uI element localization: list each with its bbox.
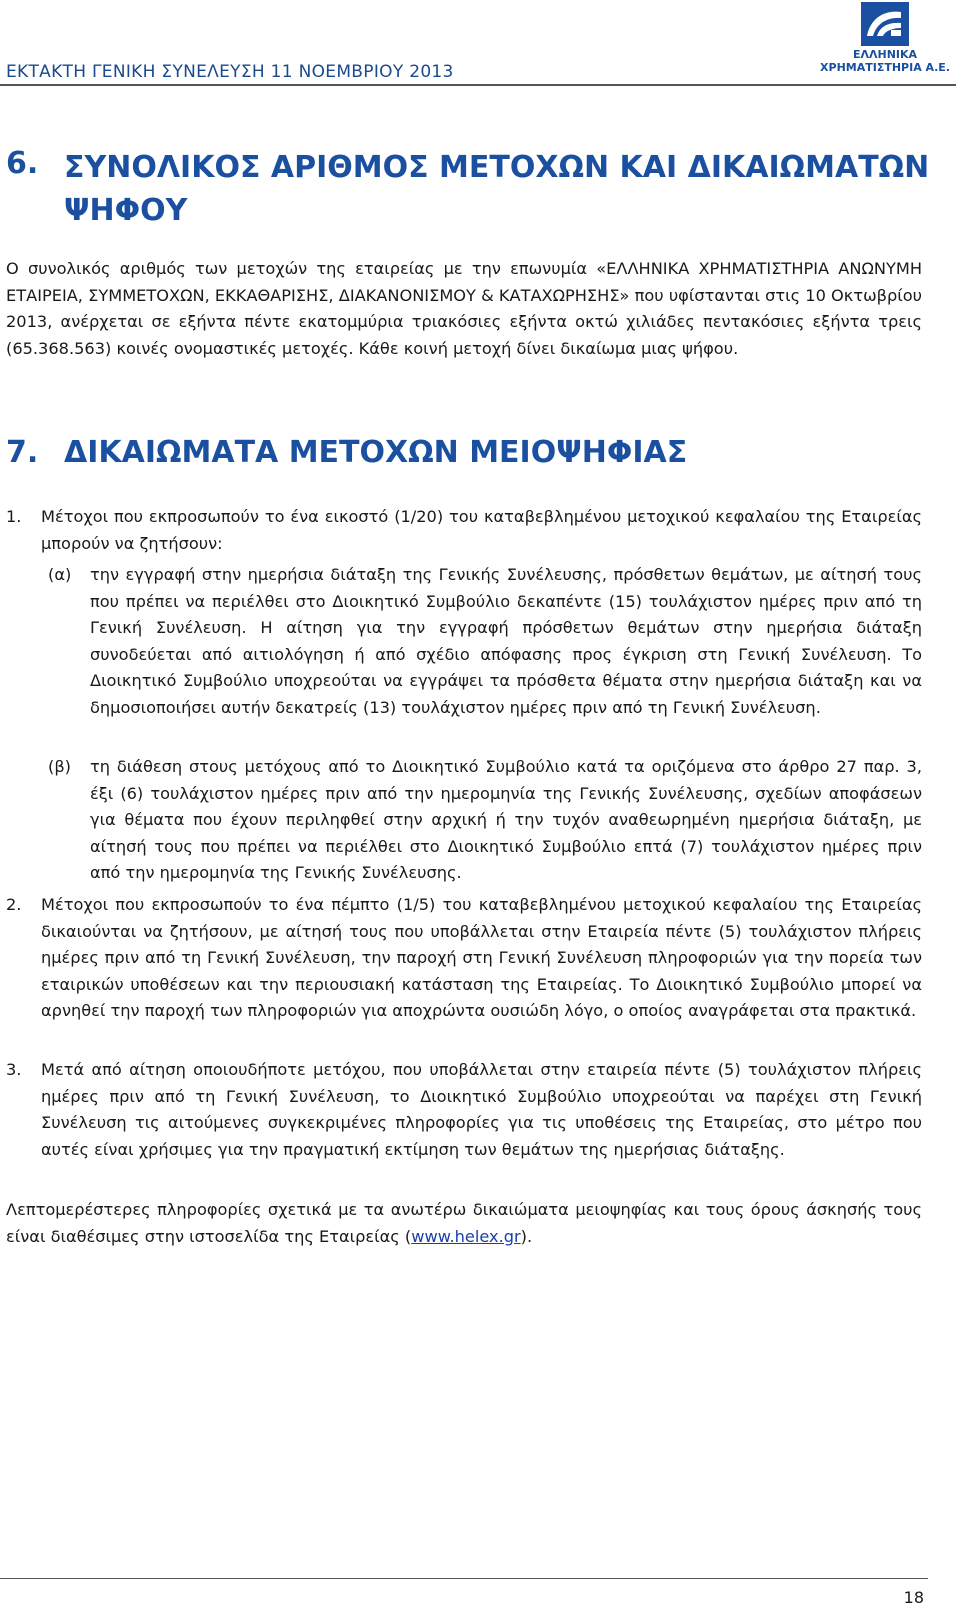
list-item <box>6 504 922 557</box>
logo-text-line2: ΧΡΗΜΑΤΙΣΤΗΡΙΑ Α.Ε. <box>820 61 950 74</box>
list-item-text: Μέτοχοι που εκπροσωπούν το ένα πέμπτο (1/5) του καταβεβλημένου μετοχικού κεφαλαίου της Εταιρείας δικαιούνται να ζητήσουν, με αίτησή τους που υποβάλλεται στην Εταιρεία πέντε (5) τουλάχιστον πλήρεις ημέρες πριν από τη Γενική Συνέλευση, την παροχή στη Γενική Συνέλευση πληροφοριών για την πορεία των εταιρικών υποθέσεων και την περιουσιακή κατάσταση της Εταιρείας. Το Διοικητικό Συμβούλιο μπορεί να αρνηθεί την παροχή των πληροφοριών για αποχρώντα ουσιώδη λόγο, ο οποίος αναγράφεται στα πρακτικά. <box>41 895 922 1020</box>
section-6-number: 6. <box>6 146 39 181</box>
closing-text: Λεπτομερέστερες πληροφορίες σχετικά με τα ανωτέρω δικαιώματα μειοψηφίας και τους όρους άσκησής τους είναι διαθέσιμες στην ιστοσελίδα της Εταιρείας ( <box>6 1200 922 1246</box>
list-item-text: Μετά από αίτηση οποιουδήποτε μετόχου, που υποβάλλεται στην εταιρεία πέντε (5) τουλάχιστον πλήρεις ημέρες πριν από τη Γενική Συνέλευση, το Διοικητικό Συμβούλιο υποχρεούται να παρέχει στη Γενική Συνέλευση τις αιτούμενες συγκεκριμένες πληροφορίες για τις υποθέσεις της Εταιρείας, στο μέτρο που αυτές είναι χρήσιμες για την πραγματική εκτίμηση των θεμάτων της ημερήσιας διάταξης. <box>41 1060 922 1159</box>
sub-item-label: (β) <box>48 757 71 776</box>
page-number: 18 <box>903 1588 924 1607</box>
section-7-title: ΔΙΚΑΙΩΜΑΤΑ ΜΕΤΟΧΩΝ ΜΕΙΟΨΗΦΙΑΣ <box>64 435 688 470</box>
list-item-number: 2. <box>6 895 22 914</box>
sub-item-text: τη διάθεση στους μετόχους από το Διοικητικό Συμβούλιο κατά τα οριζόμενα στο άρθρο 27 παρ. 3, έξι (6) τουλάχιστον ημέρες πριν από την ημερομηνία της Γενικής Συνέλευσης, σχεδίων αποφάσεων για θέματα που έχουν περιληφθεί στην αρχική ή την τυχόν αναθεωρημένη ημερήσια διάταξη, με αίτησή τους που πρέπει να περιέλθει στο Διοικητικό Συμβούλιο επτά (7) τουλάχιστον ημέρες πριν από την ημερομηνία της Γενικής Συνέλευσης. <box>90 757 922 882</box>
list-item <box>6 892 922 1025</box>
closing-paragraph <box>6 1197 922 1250</box>
document-header-title: ΕΚΤΑΚΤΗ ΓΕΝΙΚΗ ΣΥΝΕΛΕΥΣΗ 11 ΝΟΕΜΒΡΙΟΥ 2013 <box>6 62 454 82</box>
sub-item-b <box>48 754 922 887</box>
helex-website-link[interactable]: www.helex.gr <box>411 1226 521 1246</box>
logo-text-line1: ΕΛΛΗΝΙΚΑ <box>852 48 918 61</box>
closing-end: ). <box>520 1226 533 1246</box>
section-7-number: 7. <box>6 435 39 470</box>
company-logo <box>815 2 955 82</box>
section-7-heading <box>6 435 687 470</box>
list-item-number: 1. <box>6 507 22 526</box>
sub-item-text: την εγγραφή στην ημερήσια διάταξη της Γενικής Συνέλευσης, πρόσθετων θεμάτων, με αίτησή τους που πρέπει να περιέλθει στο Διοικητικό Συμβούλιο δεκαπέντε (15) τουλάχιστον ημέρες πριν από τη Γενική Συνέλευση. Η αίτηση για την εγγραφή πρόσθετων θεμάτων στην ημερήσια διάταξη συνοδεύεται από αιτιολόγηση ή από σχέδιο απόφασης προς έγκριση στη Γενική Συνέλευση. Το Διοικητικό Συμβούλιο υποχρεούται να εγγράψει τα πρόσθετα θέματα στην ημερήσια διάταξη και να δημοσιοποιήσει αυτήν δεκατρείς (13) τουλάχιστον ημέρες πριν από τη Γενική Συνέλευση. <box>90 565 922 717</box>
section-6-title: ΣΥΝΟΛΙΚΟΣ ΑΡΙΘΜΟΣ ΜΕΤΟΧΩΝ ΚΑΙ ΔΙΚΑΙΩΜΑΤΩΝ ΨΗΦΟΥ <box>64 150 930 228</box>
list-item-number: 3. <box>6 1060 22 1079</box>
sub-item-a <box>48 562 922 721</box>
athex-logo-icon <box>861 2 909 46</box>
list-item-text: Μέτοχοι που εκπροσωπούν το ένα εικοστό (1/20) του καταβεβλημένου μετοχικού κεφαλαίου της Εταιρείας μπορούν να ζητήσουν: <box>41 507 922 553</box>
list-item <box>6 1057 922 1163</box>
sub-item-label: (α) <box>48 565 72 584</box>
section-6-paragraph: Ο συνολικός αριθμός των μετοχών της εταιρείας με την επωνυμία «ΕΛΛΗΝΙΚΑ ΧΡΗΜΑΤΙΣΤΗΡΙΑ ΑΝΩΝΥΜΗ ΕΤΑΙΡΕΙΑ, ΣΥΜΜΕΤΟΧΩΝ, ΕΚΚΑΘΑΡΙΣΗΣ, ΔΙΑΚΑΝΟΝΙΣΜΟΥ & ΚΑΤΑΧΩΡΗΣΗΣ» που υφίστανται στις 10 Οκτωβρίου 2013, ανέρχεται σε εξήντα πέντε εκατομμύρια τριακόσιες εξήντα οκτώ χιλιάδες πεντακόσιες εξήντα τρεις (65.368.563) κοινές ονομαστικές μετοχές. Κάθε κοινή μετοχή δίνει δικαίωμα μιας ψήφου. <box>6 259 922 358</box>
header-divider <box>0 84 956 86</box>
footer-divider <box>0 1578 928 1579</box>
